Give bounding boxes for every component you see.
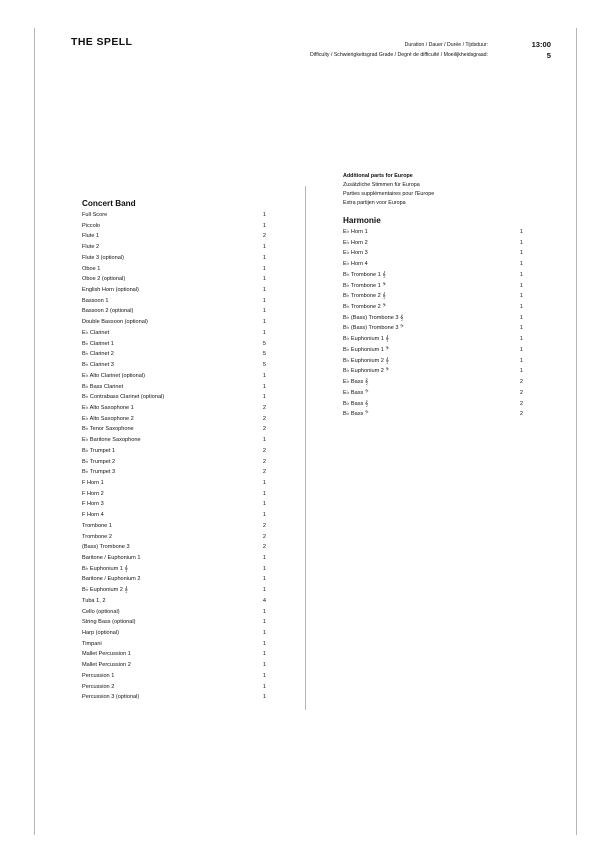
part-name: Oboe 1 xyxy=(82,265,101,272)
part-quantity: 1 xyxy=(262,437,266,444)
part-quantity: 1 xyxy=(519,250,523,257)
part-name: B♭ Tenor Saxophone xyxy=(82,426,134,433)
part-row xyxy=(82,467,268,478)
part-row xyxy=(343,302,525,313)
part-quantity: 1 xyxy=(262,512,266,519)
part-row xyxy=(82,403,268,414)
part-quantity: 1 xyxy=(262,308,266,315)
part-name: B♭ Clarinet 3 xyxy=(82,362,114,369)
part-name: Percussion 2 xyxy=(82,683,115,690)
part-name: Full Score xyxy=(82,212,108,218)
concert-band-title: Concert Band xyxy=(82,199,136,208)
part-quantity: 1 xyxy=(519,346,523,353)
part-quantity: 1 xyxy=(519,239,523,246)
harmonie-title: Harmonie xyxy=(343,216,381,225)
part-row xyxy=(82,649,268,660)
part-row xyxy=(82,478,268,489)
part-quantity: 1 xyxy=(262,501,266,508)
part-quantity: 1 xyxy=(519,336,523,343)
part-quantity: 2 xyxy=(519,411,523,418)
additional-parts-heading: Additional parts for Europe xyxy=(343,173,413,179)
part-quantity: 2 xyxy=(262,469,266,476)
part-name: Cello (optional) xyxy=(82,608,120,615)
part-row xyxy=(82,296,268,307)
part-name: B♭ Euphonium 2 𝄞 xyxy=(82,587,128,594)
part-name: E♭ Horn 4 xyxy=(343,261,368,268)
piece-title: THE SPELL xyxy=(71,36,133,48)
column-divider xyxy=(305,186,306,710)
part-row xyxy=(82,414,268,425)
part-row xyxy=(82,639,268,650)
difficulty-value: 5 xyxy=(546,51,551,60)
part-row xyxy=(343,291,525,302)
part-quantity: 1 xyxy=(262,608,266,615)
part-row xyxy=(82,553,268,564)
part-row xyxy=(343,377,525,388)
part-name: Tuba 1, 2 xyxy=(82,597,106,604)
part-name: B♭ Trombone 1 𝄢 xyxy=(343,282,386,289)
part-row xyxy=(343,399,525,410)
part-quantity: 2 xyxy=(519,389,523,396)
part-row xyxy=(82,231,268,242)
part-quantity: 1 xyxy=(262,222,266,229)
part-quantity: 1 xyxy=(262,276,266,283)
part-row xyxy=(82,392,268,403)
part-name: (Bass) Trombone 3 xyxy=(82,544,130,551)
part-row xyxy=(343,345,525,356)
part-name: B♭ Trombone 2 𝄞 xyxy=(343,293,386,300)
left-margin-rule xyxy=(34,28,35,835)
part-row xyxy=(82,360,268,371)
part-quantity: 1 xyxy=(262,587,266,594)
part-quantity: 2 xyxy=(262,447,266,454)
part-name: Piccolo xyxy=(82,222,101,229)
part-quantity: 1 xyxy=(262,254,266,261)
part-name: Percussion 3 (optional) xyxy=(82,694,140,701)
duration-value: 13:00 xyxy=(531,40,551,49)
harmonie-parts-list xyxy=(343,227,525,420)
part-row xyxy=(343,259,525,270)
part-name: B♭ (Bass) Trombone 3 𝄞 xyxy=(343,314,404,321)
part-name: F Horn 1 xyxy=(82,479,104,486)
part-name: B♭ Euphonium 1 𝄞 xyxy=(82,565,128,572)
part-row xyxy=(82,510,268,521)
part-quantity: 1 xyxy=(262,576,266,583)
additional-parts-line: Parties supplémentaires pour l'Europe xyxy=(343,191,435,197)
part-quantity: 1 xyxy=(262,244,266,251)
part-row xyxy=(82,274,268,285)
part-row xyxy=(82,457,268,468)
part-row xyxy=(82,532,268,543)
part-quantity: 1 xyxy=(262,565,266,572)
part-quantity: 1 xyxy=(262,265,266,272)
part-row xyxy=(343,356,525,367)
part-quantity: 1 xyxy=(262,490,266,497)
part-row xyxy=(343,248,525,259)
part-row xyxy=(82,317,268,328)
part-name: F Horn 3 xyxy=(82,501,104,508)
part-row xyxy=(82,264,268,275)
part-name: Bassoon 2 (optional) xyxy=(82,308,134,315)
part-row xyxy=(82,253,268,264)
part-name: B♭ Euphonium 2 𝄞 xyxy=(343,357,389,364)
part-quantity: 1 xyxy=(262,672,266,679)
part-name: E♭ Clarinet xyxy=(82,329,110,336)
difficulty-label: Difficulty / Schwierigkeitsgrad Grade / Degré de difficulté / Moeilijkheidsgraad: xyxy=(310,52,488,58)
part-quantity: 1 xyxy=(262,212,266,218)
part-row xyxy=(82,306,268,317)
part-row xyxy=(82,210,268,221)
part-name: Flute 2 xyxy=(82,244,100,251)
part-row xyxy=(343,281,525,292)
part-name: B♭ Trumpet 3 xyxy=(82,469,116,476)
part-row xyxy=(82,628,268,639)
part-quantity: 1 xyxy=(262,555,266,561)
part-name: Flute 3 (optional) xyxy=(82,254,124,261)
part-name: Percussion 1 xyxy=(82,672,115,679)
part-name: B♭ Euphonium 1 𝄢 xyxy=(343,346,390,353)
part-name: E♭ Alto Saxophone 2 xyxy=(82,415,134,422)
part-quantity: 1 xyxy=(262,383,266,390)
part-name: Trombone 2 xyxy=(82,533,112,540)
part-name: Trombone 1 xyxy=(82,522,112,529)
right-margin-rule xyxy=(576,28,577,835)
part-name: B♭ Trombone 2 𝄢 xyxy=(343,304,386,311)
part-row xyxy=(82,489,268,500)
part-row xyxy=(82,542,268,553)
part-quantity: 1 xyxy=(262,630,266,637)
part-quantity: 1 xyxy=(519,357,523,364)
part-name: Timpani xyxy=(82,640,102,647)
part-quantity: 1 xyxy=(262,287,266,294)
part-quantity: 2 xyxy=(519,379,523,386)
part-quantity: 2 xyxy=(262,533,266,540)
part-name: String Bass (optional) xyxy=(82,619,136,626)
part-name: B♭ Bass 𝄢 xyxy=(343,411,369,418)
part-row xyxy=(82,242,268,253)
part-row xyxy=(82,499,268,510)
part-row xyxy=(82,660,268,671)
part-quantity: 2 xyxy=(262,458,266,465)
part-quantity: 1 xyxy=(262,297,266,304)
part-name: Double Bassoon (optional) xyxy=(82,319,148,326)
part-quantity: 1 xyxy=(519,304,523,311)
part-name: B♭ Contrabass Clarinet (optional) xyxy=(82,394,165,401)
part-name: E♭ Alto Clarinet (optional) xyxy=(82,372,145,379)
part-name: E♭ Alto Saxophone 1 xyxy=(82,404,134,411)
part-row xyxy=(343,227,525,238)
part-quantity: 1 xyxy=(262,662,266,669)
part-row xyxy=(82,424,268,435)
part-quantity: 1 xyxy=(262,372,266,379)
part-row xyxy=(82,285,268,296)
part-quantity: 2 xyxy=(262,233,266,240)
part-row xyxy=(343,323,525,334)
part-name: B♭ Trombone 1 𝄞 xyxy=(343,271,386,278)
part-row xyxy=(82,585,268,596)
part-row xyxy=(343,366,525,377)
duration-label: Duration / Dauer / Durée / Tijdsduur: xyxy=(404,42,488,48)
part-quantity: 1 xyxy=(262,319,266,326)
part-name: B♭ Bass 𝄞 xyxy=(343,400,369,407)
part-row xyxy=(343,270,525,281)
part-quantity: 2 xyxy=(262,544,266,551)
part-name: B♭ Clarinet 2 xyxy=(82,351,114,358)
part-name: B♭ Clarinet 1 xyxy=(82,340,114,347)
part-name: Flute 1 xyxy=(82,233,100,240)
part-name: B♭ Bass Clarinet xyxy=(82,383,124,390)
part-name: Mallet Percussion 2 xyxy=(82,662,131,669)
part-row xyxy=(343,409,525,420)
part-quantity: 2 xyxy=(262,426,266,433)
part-quantity: 1 xyxy=(519,314,523,321)
part-name: E♭ Bass 𝄢 xyxy=(343,389,369,396)
part-name: Oboe 2 (optional) xyxy=(82,276,126,283)
part-quantity: 1 xyxy=(519,229,523,235)
part-row xyxy=(82,692,268,703)
part-quantity: 1 xyxy=(519,271,523,278)
part-name: F Horn 4 xyxy=(82,512,104,519)
part-name: Mallet Percussion 1 xyxy=(82,651,131,658)
part-name: B♭ Trumpet 1 xyxy=(82,447,116,454)
part-row xyxy=(82,435,268,446)
part-quantity: 5 xyxy=(262,340,266,347)
part-name: B♭ Euphonium 2 𝄢 xyxy=(343,368,390,375)
part-row xyxy=(82,607,268,618)
part-name: Baritone / Euphonium 1 xyxy=(82,555,141,561)
part-row xyxy=(82,596,268,607)
part-quantity: 2 xyxy=(262,522,266,529)
part-row xyxy=(343,313,525,324)
part-quantity: 1 xyxy=(262,619,266,626)
part-quantity: 2 xyxy=(262,415,266,422)
part-quantity: 1 xyxy=(519,368,523,375)
part-quantity: 1 xyxy=(262,694,266,701)
part-row xyxy=(82,328,268,339)
part-name: E♭ Bass 𝄞 xyxy=(343,379,369,386)
part-quantity: 1 xyxy=(262,329,266,336)
part-row xyxy=(82,671,268,682)
part-row xyxy=(82,617,268,628)
part-quantity: 1 xyxy=(262,683,266,690)
part-name: Harp (optional) xyxy=(82,630,119,637)
additional-parts-line: Zusätzliche Stimmen für Europa xyxy=(343,182,420,188)
part-row xyxy=(82,339,268,350)
part-quantity: 5 xyxy=(262,362,266,369)
part-quantity: 1 xyxy=(262,651,266,658)
part-name: English Horn (optional) xyxy=(82,287,139,294)
part-quantity: 1 xyxy=(519,293,523,300)
part-row xyxy=(82,446,268,457)
part-row xyxy=(82,349,268,360)
part-name: E♭ Baritone Saxophone xyxy=(82,437,141,444)
part-quantity: 1 xyxy=(262,394,266,401)
part-name: B♭ (Bass) Trombone 3 𝄢 xyxy=(343,325,404,332)
part-row xyxy=(343,334,525,345)
part-quantity: 1 xyxy=(519,325,523,332)
additional-parts-line: Extra partijen voor Europa xyxy=(343,200,406,206)
part-name: E♭ Horn 2 xyxy=(343,239,368,246)
part-row xyxy=(82,221,268,232)
part-name: E♭ Horn 3 xyxy=(343,250,368,257)
part-name: Bassoon 1 xyxy=(82,297,109,304)
part-quantity: 1 xyxy=(262,479,266,486)
additional-parts-note xyxy=(343,172,434,208)
part-row xyxy=(82,371,268,382)
concert-band-parts-list xyxy=(82,210,268,703)
part-quantity: 5 xyxy=(262,351,266,358)
part-quantity: 1 xyxy=(262,640,266,647)
part-row xyxy=(82,382,268,393)
part-name: E♭ Horn 1 xyxy=(343,229,368,235)
part-quantity: 1 xyxy=(519,282,523,289)
part-name: F Horn 2 xyxy=(82,490,104,497)
part-quantity: 1 xyxy=(519,261,523,268)
part-row xyxy=(82,682,268,693)
part-row xyxy=(82,521,268,532)
part-name: Baritone / Euphonium 2 xyxy=(82,576,141,583)
part-row xyxy=(82,574,268,585)
part-quantity: 2 xyxy=(262,404,266,411)
part-row xyxy=(343,238,525,249)
part-name: B♭ Trumpet 2 xyxy=(82,458,116,465)
part-quantity: 2 xyxy=(519,400,523,407)
part-row xyxy=(82,564,268,575)
part-quantity: 4 xyxy=(262,597,266,604)
part-name: B♭ Euphonium 1 𝄞 xyxy=(343,336,389,343)
part-row xyxy=(343,388,525,399)
